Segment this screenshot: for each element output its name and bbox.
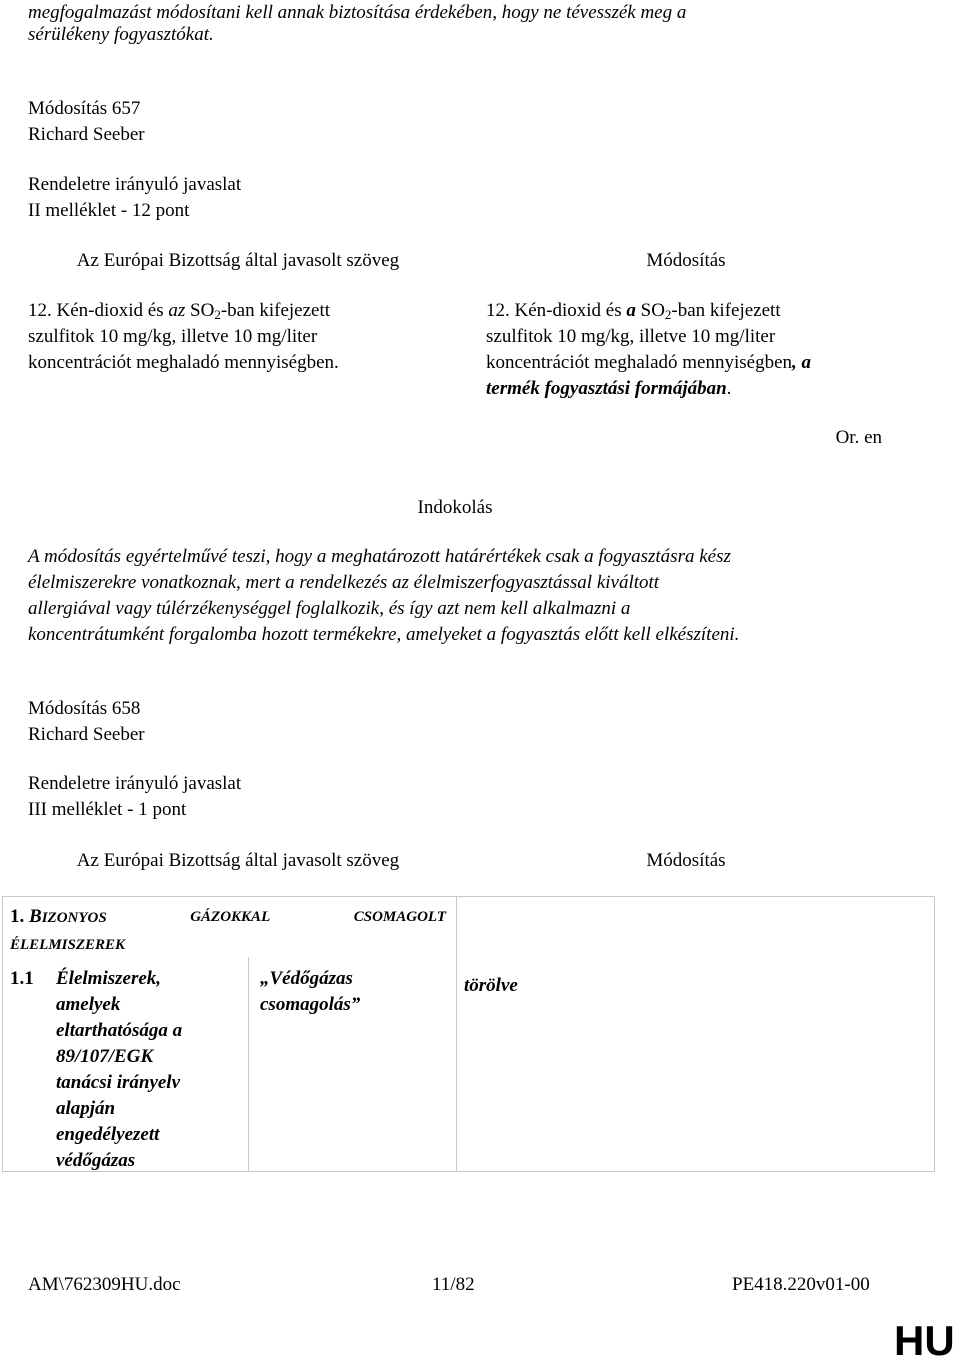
table-row-number: 1.1: [10, 968, 34, 989]
justification-line-3: allergiával vagy túlérzékenységgel foglalkozik, és így azt nem kell alkalmazni a: [28, 598, 631, 619]
table-row-label: „Védőgázas csomagolás”: [260, 968, 361, 1015]
justification-line-4: koncentrátumként forgalomba hozott termékekre, amelyeket a fogyasztás előtt kell elkészíteni.: [28, 624, 740, 645]
amendment-657-number: Módosítás 657: [28, 98, 141, 119]
intro-line-2: sérülékeny fogyasztókat.: [28, 24, 214, 45]
amendment-658-right-heading: Módosítás: [646, 850, 726, 871]
justification-heading: Indokolás: [417, 497, 493, 518]
amendment-658-left-heading: Az Európai Bizottság által javasolt szöveg: [76, 850, 400, 871]
footer-page-number: 11/82: [432, 1274, 475, 1295]
amendment-657-left-heading: Az Európai Bizottság által javasolt szöveg: [76, 250, 400, 271]
amendment-657-right-text: 12. Kén-dioxid és a $SO_2$-ban kifejezett szulfitok 10 mg/kg, illetve 10 mg/liter koncentrációt meghaladó mennyiségben, a termék fogyasztási formájában.: [486, 300, 812, 399]
original-language: Or. en: [835, 427, 882, 448]
footer-doc-id: AM\762309HU.doc: [28, 1274, 181, 1295]
amendment-658-reference: III melléklet - 1 pont: [28, 799, 187, 820]
amendment-658-proposal: Rendeletre irányuló javaslat: [28, 773, 242, 794]
amendment-657-author: Richard Seeber: [28, 124, 145, 145]
amendment-657-left-text: 12. Kén-dioxid és az $SO_2$-ban kifejezett szulfitok 10 mg/kg, illetve 10 mg/liter koncentrációt meghaladó mennyiségben.: [28, 300, 339, 373]
table-row-description: Élelmiszerek, amelyek eltarthatósága a 89/107/EGK tanácsi irányelv alapján engedélyezett védőgázas: [56, 968, 183, 1171]
amendment-657-proposal: Rendeletre irányuló javaslat: [28, 174, 242, 195]
table-inner-divider: [248, 957, 249, 1171]
justification-line-2: élelmiszerekre vonatkoznak, mert a rendelkezés az élelmiszerfogyasztással kiváltott: [28, 572, 660, 593]
amendment-658-number: Módosítás 658: [28, 698, 141, 719]
footer-reference: PE418.220v01-00: [732, 1274, 870, 1295]
footer-language-code: HU: [894, 1317, 955, 1364]
table-section-heading: 1. BIZONYOS GÁZOKKAL CSOMAGOLT ÉLELMISZEREK: [10, 906, 446, 953]
amendment-657-right-heading: Módosítás: [646, 250, 726, 271]
table-column-divider: [456, 897, 457, 1171]
justification-line-1: A módosítás egyértelművé teszi, hogy a meghatározott határértékek csak a fogyasztásra kész: [28, 546, 731, 567]
amendment-657-reference: II melléklet - 12 pont: [28, 200, 190, 221]
intro-line-1: megfogalmazást módosítani kell annak biztosítása érdekében, hogy ne tévesszék meg a: [28, 2, 687, 23]
amendment-658-author: Richard Seeber: [28, 724, 145, 745]
table-row-amendment: törölve: [464, 975, 518, 996]
